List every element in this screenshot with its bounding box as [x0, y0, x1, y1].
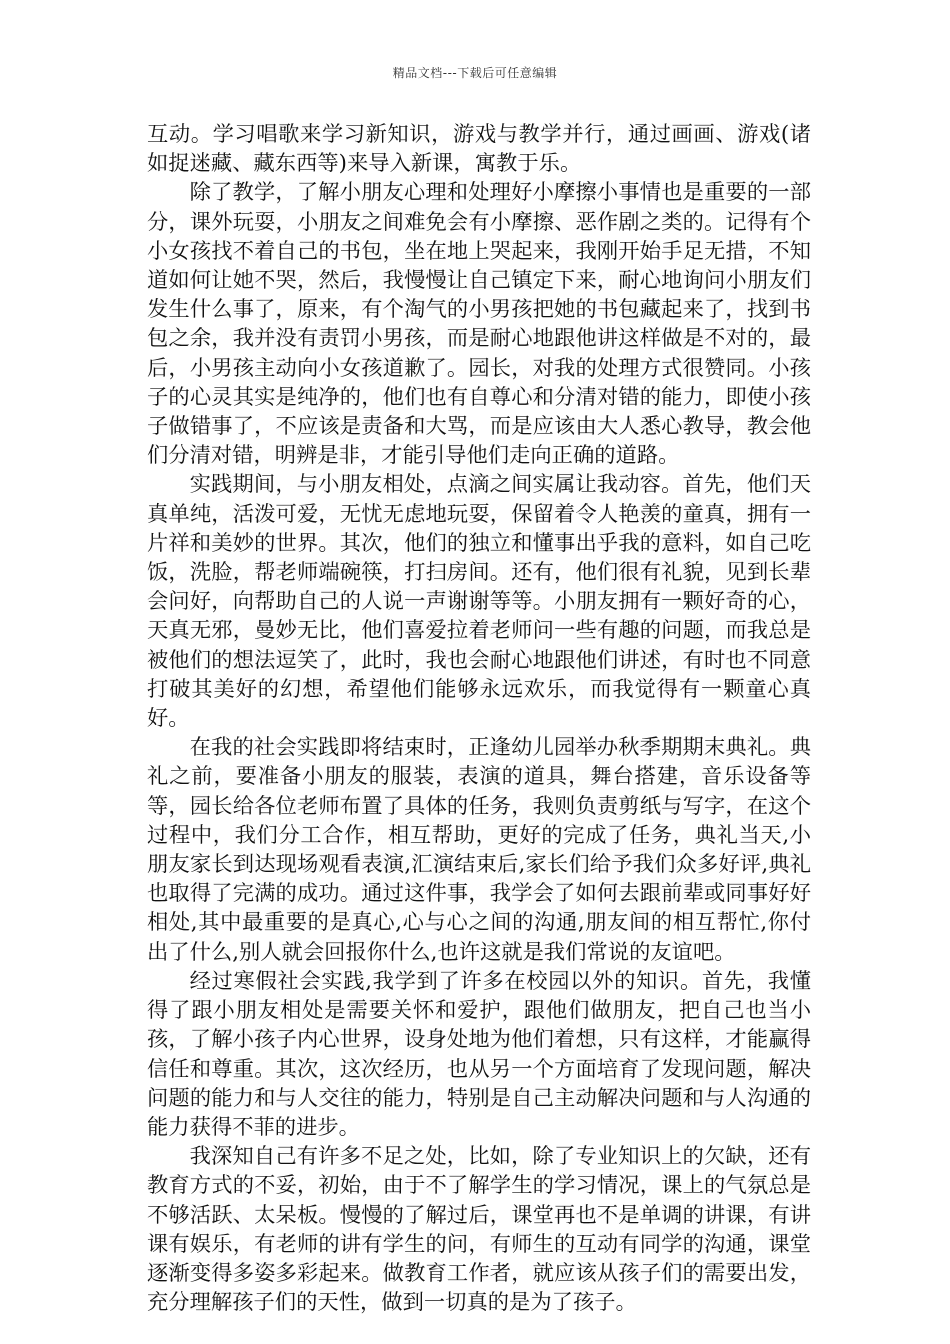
paragraph-1: 互动。学习唱歌来学习新知识，游戏与教学并行，通过画画、游戏(诸如捉迷藏、藏东西等)来导入新课，寓教于乐。: [147, 122, 811, 177]
page-header: 精品文档---下载后可任意编辑: [392, 66, 558, 80]
document-body: [147, 120, 811, 1317]
paragraph-3: 实践期间，与小朋友相处，点滴之间实属让我动容。首先，他们天真单纯，活泼可爱，无忧无虑地玩耍，保留着令人艳羡的童真，拥有一片祥和美妙的世界。其次，他们的独立和懂事出乎我的意料，如自己吃饭，洗脸，帮老师端碗筷，打扫房间。还有，他们很有礼貌，见到长辈会问好，向帮助自己的人说一声谢谢等等。小朋友拥有一颗好奇的心，天真无邪，曼妙无比，他们喜爱拉着老师问一些有趣的问题，而我总是被他们的想法逗笑了，此时，我也会耐心地跟他们讲述，有时也不同意打破其美好的幻想，希望他们能够永远欢乐，而我觉得有一颗童心真好。: [147, 472, 811, 732]
paragraph-4: 在我的社会实践即将结束时，正逢幼儿园举办秋季期期末典礼。典礼之前，要准备小朋友的服装，表演的道具，舞台搭建，音乐设备等等，园长给各位老师布置了具体的任务，我则负责剪纸与写字，在这个过程中，我们分工合作，相互帮助，更好的完成了任务，典礼当天,小朋友家长到达现场观看表演,汇演结束后,家长们给予我们众多好评,典礼也取得了完满的成功。通过这件事，我学会了如何去跟前辈或同事好好相处,其中最重要的是真心,心与心之间的沟通,朋友间的相互帮忙,你付出了什么,别人就会回报你什么,也许这就是我们常说的友谊吧。: [147, 735, 811, 965]
paragraph-5: 经过寒假社会实践,我学到了许多在校园以外的知识。首先，我懂得了跟小朋友相处是需要关怀和爱护，跟他们做朋友，把自己也当小孩，了解小孩子内心世界，设身处地为他们着想，只有这样，才能赢得信任和尊重。其次，这次经历，也从另一个方面培育了发现问题，解决问题的能力和与人交往的能力，特别是自己主动解决问题和与人沟通的能力获得不菲的进步。: [147, 968, 811, 1140]
paragraph-6: 我深知自己有许多不足之处，比如，除了专业知识上的欠缺，还有教育方式的不妥，初始，由于不了解学生的学习情况，课上的气氛总是不够活跃、太呆板。慢慢的了解过后，课堂再也不是单调的讲课，有讲课有娱乐，有老师的讲有学生的问，有师生的互动有同学的沟通，课堂逐渐变得多姿多彩起来。做教育工作者，就应该从孩子们的需要出发，充分理解孩子们的天性，做到一切真的是为了孩子。: [147, 1144, 811, 1316]
paragraph-2: 除了教学，了解小朋友心理和处理好小摩擦小事情也是重要的一部分，课外玩耍，小朋友之间难免会有小摩擦、恶作剧之类的。记得有个小女孩找不着自己的书包，坐在地上哭起来，我刚开始手足无措，不知道如何让她不哭，然后，我慢慢让自己镇定下来，耐心地询问小朋友们发生什么事了，原来，有个淘气的小男孩把她的书包藏起来了，找到书包之余，我并没有责罚小男孩，而是耐心地跟他讲这样做是不对的，最后，小男孩主动向小女孩道歉了。园长，对我的处理方式很赞同。小孩子的心灵其实是纯净的，他们也有自尊心和分清对错的能力，即使小孩子做错事了，不应该是责备和大骂，而是应该由大人悉心教导，教会他们分清对错，明辨是非，才能引导他们走向正确的道路。: [147, 180, 811, 469]
